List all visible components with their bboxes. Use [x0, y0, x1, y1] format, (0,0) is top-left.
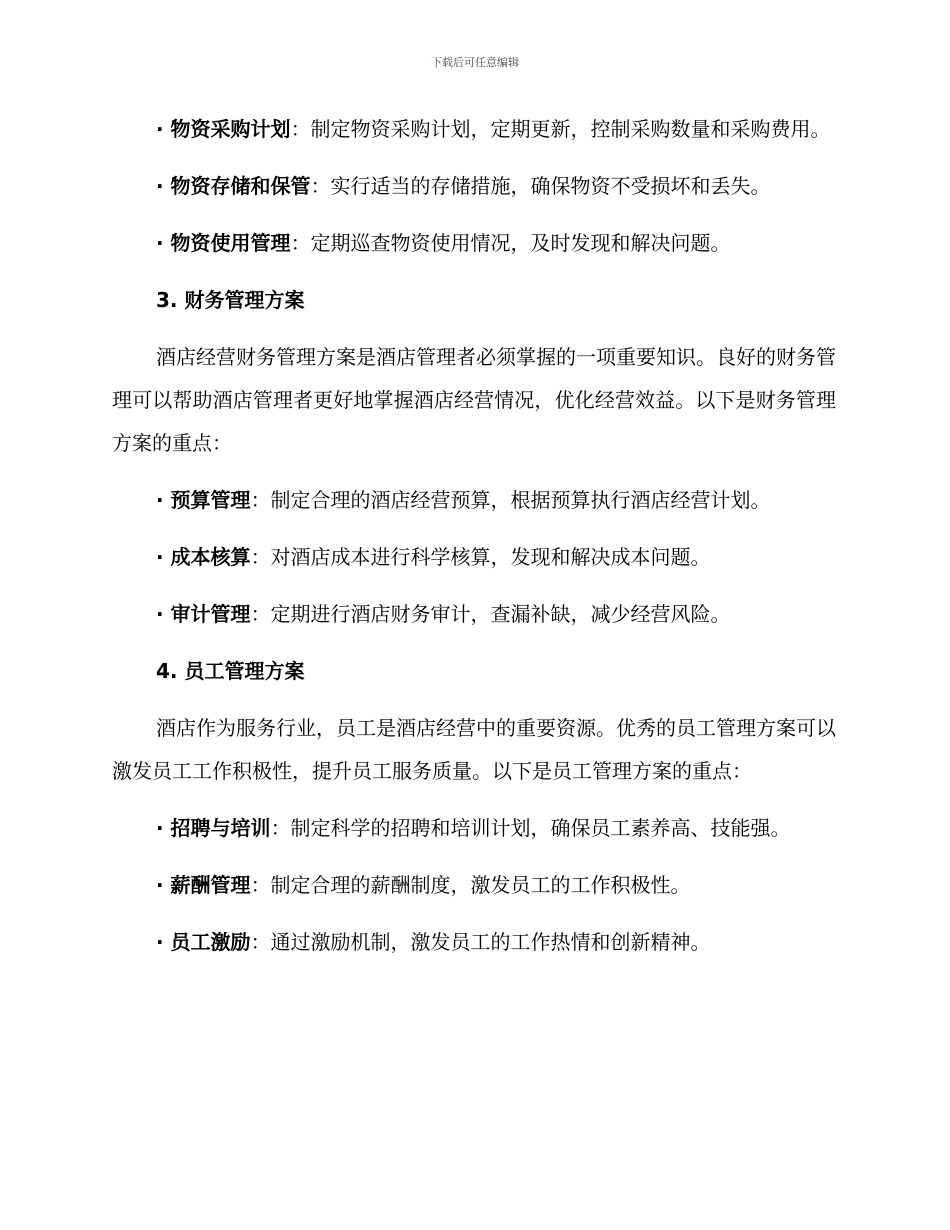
page-header: 下载后可任意编辑: [431, 56, 519, 69]
bullet-term: · 审计管理: [156, 602, 251, 626]
bullet-term: · 物资采购计划: [156, 117, 291, 141]
bullet-desc: ：制定物资采购计划，定期更新，控制采购数量和采购费用。: [290, 117, 831, 141]
bullet-desc: ：制定合理的薪酬制度，激发员工的工作积极性。: [250, 873, 691, 897]
bullet-cost: [112, 536, 836, 579]
bullet-usage: [112, 222, 836, 265]
bullet-incentive: [112, 921, 836, 964]
bullet-desc: ：对酒店成本进行科学核算，发现和解决成本问题。: [250, 545, 711, 569]
bullet-desc: ：通过激励机制，激发员工的工作热情和创新精神。: [250, 930, 711, 954]
bullet-storage: [112, 165, 836, 208]
bullet-procurement-plan: [112, 108, 836, 151]
bullet-desc: ：制定科学的招聘和培训计划，确保员工素养高、技能强。: [270, 816, 791, 840]
bullet-term: · 员工激励: [156, 930, 251, 954]
bullet-term: · 成本核算: [156, 545, 251, 569]
bullet-term: · 物资使用管理: [156, 231, 291, 255]
paragraph-staff-intro: 酒店作为服务行业，员工是酒店经营中的重要资源。优秀的员工管理方案可以激发员工工作积极性，提升员工服务质量。以下是员工管理方案的重点：: [112, 716, 836, 783]
bullet-salary: [112, 864, 836, 907]
bullet-recruitment: [112, 807, 836, 850]
bullet-term: · 招聘与培训: [156, 816, 271, 840]
bullet-term: · 物资存储和保管: [156, 174, 311, 198]
bullet-term: · 预算管理: [156, 488, 251, 512]
paragraph-finance-intro: 酒店经营财务管理方案是酒店管理者必须掌握的一项重要知识。良好的财务管理可以帮助酒店管理者更好地掌握酒店经营情况，优化经营效益。以下是财务管理方案的重点：: [112, 345, 836, 455]
bullet-desc: ：实行适当的存储措施，确保物资不受损坏和丢失。: [310, 174, 771, 198]
section-heading-finance: 3. 财务管理方案: [156, 288, 305, 312]
bullet-desc: ：定期进行酒店财务审计，查漏补缺，减少经营风险。: [250, 602, 731, 626]
bullet-desc: ：制定合理的酒店经营预算，根据预算执行酒店经营计划。: [250, 488, 771, 512]
section-heading-staff: 4. 员工管理方案: [156, 659, 305, 683]
bullet-desc: ：定期巡查物资使用情况，及时发现和解决问题。: [290, 231, 731, 255]
document-body: [112, 108, 836, 978]
bullet-audit: [112, 593, 836, 636]
bullet-term: · 薪酬管理: [156, 873, 251, 897]
bullet-budget: [112, 479, 836, 522]
